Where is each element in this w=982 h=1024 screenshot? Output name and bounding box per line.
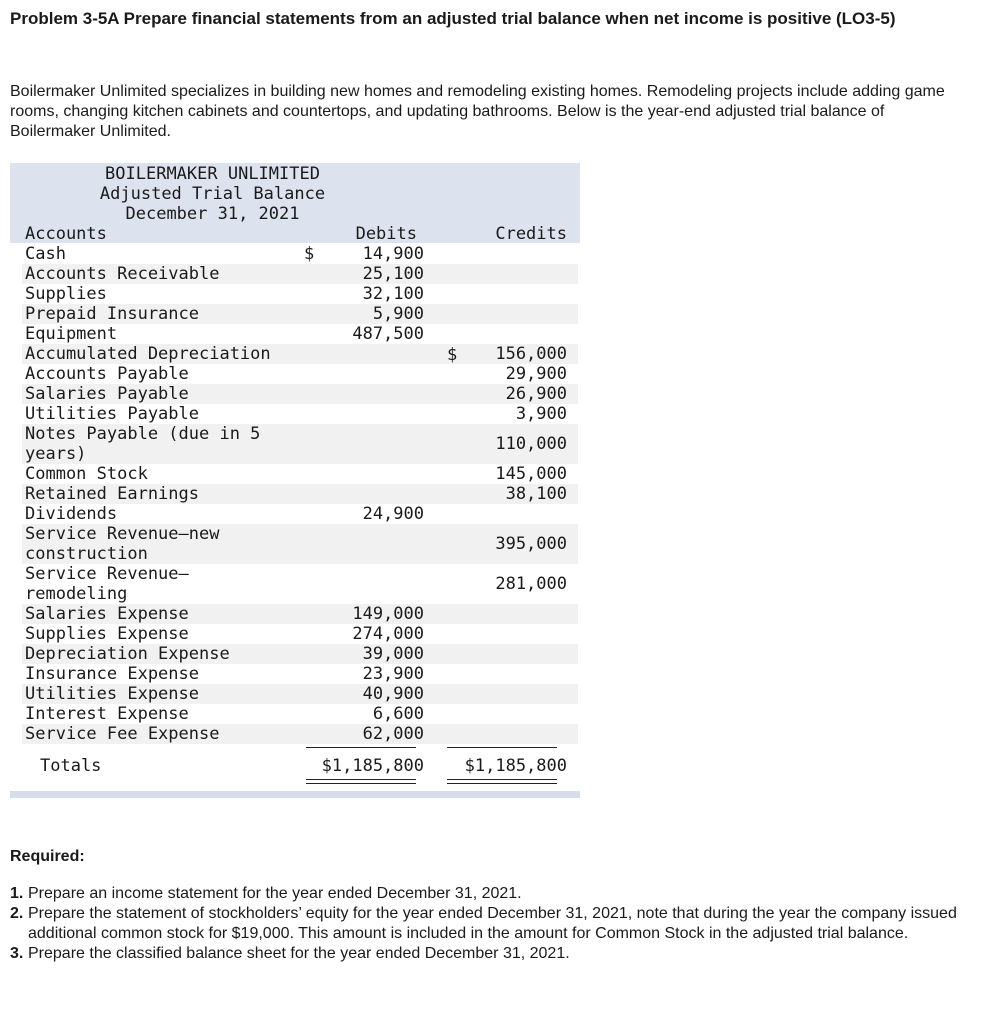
account-name: Equipment xyxy=(25,324,118,344)
debit-amount: 5,900 xyxy=(372,304,424,324)
account-name: Cash xyxy=(25,244,66,264)
debit-amount: 39,000 xyxy=(362,644,424,664)
total-debits: $1,185,800 xyxy=(321,756,424,776)
account-name: Dividends xyxy=(25,504,118,524)
account-name: Retained Earnings xyxy=(25,484,199,504)
required-item xyxy=(10,944,960,964)
credit-double-rule-bottom xyxy=(447,783,557,784)
account-name: Service Revenue— remodeling xyxy=(25,564,189,604)
table-row xyxy=(22,684,578,704)
totals-row xyxy=(22,756,578,778)
table-row xyxy=(22,624,578,644)
account-name: Depreciation Expense xyxy=(25,644,230,664)
col-debits-header: Debits xyxy=(355,224,417,244)
required-item-text: Prepare the statement of stockholders’ equity for the year ended December 31, 2021, note that during the year the company issued additional common stock for $19,000. This amount is included in the amount for Common Stock in the adjusted trial balance. xyxy=(28,905,957,942)
required-item xyxy=(10,904,960,944)
table-row xyxy=(22,424,578,464)
table-row xyxy=(22,344,578,364)
account-name: Salaries Payable xyxy=(25,384,189,404)
account-name: Insurance Expense xyxy=(25,664,199,684)
credit-subtotal-rule xyxy=(447,747,557,748)
account-name: Interest Expense xyxy=(25,704,189,724)
table-row xyxy=(22,704,578,724)
company-name: BOILERMAKER UNLIMITED xyxy=(105,164,320,184)
table-row xyxy=(22,284,578,304)
problem-intro: Boilermaker Unlimited specializes in building new homes and remodeling existing homes. Remodeling projects include adding game rooms, changing kitchen cabinets and countertops, and updating bathrooms. Below is the year-end adjusted trial balance of Boilermaker Unlimited. xyxy=(10,83,945,140)
account-name: Common Stock xyxy=(25,464,148,484)
required-item xyxy=(10,884,960,904)
account-name: Accumulated Depreciation xyxy=(25,344,271,364)
required-item-number: 1. xyxy=(10,885,24,902)
debit-double-rule-bottom xyxy=(306,783,416,784)
account-name: Utilities Expense xyxy=(25,684,199,704)
totals-label: Totals xyxy=(40,756,102,776)
credit-amount: 3,900 xyxy=(515,404,567,424)
col-accounts-header: Accounts xyxy=(25,224,107,244)
debit-amount: 62,000 xyxy=(362,724,424,744)
debit-dollar-sign: $ xyxy=(304,244,315,264)
table-row xyxy=(22,724,578,744)
table-row xyxy=(22,484,578,504)
total-credits: $1,185,800 xyxy=(464,756,567,776)
required-list xyxy=(10,884,960,964)
table-row xyxy=(22,644,578,664)
debit-amount: 14,900 xyxy=(362,244,424,264)
account-name: Supplies xyxy=(25,284,107,304)
table-row xyxy=(22,564,578,604)
credit-dollar-sign: $ xyxy=(447,345,458,365)
required-item-text: Prepare the classified balance sheet for the year ended December 31, 2021. xyxy=(28,945,570,962)
table-footer-bar xyxy=(10,791,580,798)
account-name: Service Fee Expense xyxy=(25,724,220,744)
account-name: Supplies Expense xyxy=(25,624,189,644)
debit-amount: 25,100 xyxy=(362,264,424,284)
account-name: Accounts Payable xyxy=(25,364,189,384)
table-row xyxy=(22,304,578,324)
credit-double-rule-top xyxy=(447,779,557,780)
column-header-row xyxy=(22,224,578,244)
account-name: Utilities Payable xyxy=(25,404,199,424)
table-row xyxy=(22,504,578,524)
debit-amount: 487,500 xyxy=(352,324,424,344)
debit-amount: 24,900 xyxy=(362,504,424,524)
credit-amount: 281,000 xyxy=(495,574,567,594)
credit-amount: 26,900 xyxy=(505,384,567,404)
statement-name: Adjusted Trial Balance xyxy=(99,184,326,204)
col-credits-header: Credits xyxy=(495,224,567,244)
table-row xyxy=(22,364,578,384)
table-row xyxy=(22,464,578,484)
table-row xyxy=(22,664,578,684)
required-item-number: 3. xyxy=(10,945,24,962)
account-name: Accounts Receivable xyxy=(25,264,220,284)
table-row xyxy=(22,264,578,284)
credit-amount: 29,900 xyxy=(505,364,567,384)
debit-amount: 274,000 xyxy=(352,624,424,644)
credit-amount: 38,100 xyxy=(505,484,567,504)
debit-amount: 149,000 xyxy=(352,604,424,624)
statement-date: December 31, 2021 xyxy=(125,204,300,224)
account-name: Prepaid Insurance xyxy=(25,304,199,324)
credit-amount: 395,000 xyxy=(495,534,567,554)
debit-amount: 23,900 xyxy=(362,664,424,684)
credit-amount: 145,000 xyxy=(495,464,567,484)
debit-subtotal-rule xyxy=(306,747,416,748)
required-item-number: 2. xyxy=(10,905,24,922)
debit-double-rule-top xyxy=(306,779,416,780)
table-row xyxy=(22,404,578,424)
account-name: Service Revenue—new construction xyxy=(25,524,220,564)
table-row xyxy=(22,324,578,344)
table-row xyxy=(22,604,578,624)
debit-amount: 32,100 xyxy=(362,284,424,304)
required-item-text: Prepare an income statement for the year ended December 31, 2021. xyxy=(28,885,522,902)
account-name: Salaries Expense xyxy=(25,604,189,624)
required-title: Required: xyxy=(10,848,85,865)
credit-amount: 110,000 xyxy=(495,434,567,454)
table-row xyxy=(22,384,578,404)
adjusted-trial-balance xyxy=(10,163,580,800)
debit-amount: 6,600 xyxy=(372,704,424,724)
table-row xyxy=(22,524,578,564)
account-name: Notes Payable (due in 5 years) xyxy=(25,424,261,464)
table-row xyxy=(22,244,578,264)
problem-title: Problem 3-5A Prepare financial statements from an adjusted trial balance when net income is positive (LO3-5) xyxy=(10,9,896,28)
debit-amount: 40,900 xyxy=(362,684,424,704)
credit-amount: 156,000 xyxy=(495,344,567,364)
